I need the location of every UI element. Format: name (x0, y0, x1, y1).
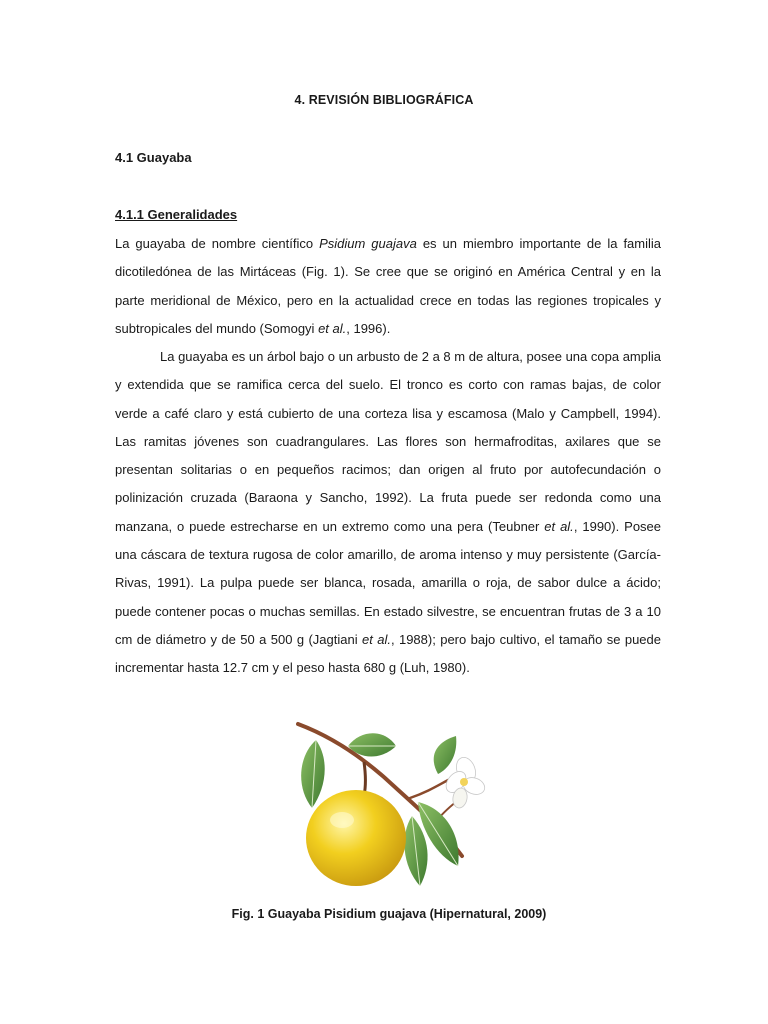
chapter-title: 4. REVISIÓN BIBLIOGRÁFICA (294, 93, 474, 107)
paragraph-1-text-b: es un miembro importante de la familia dicotiledónea de las Mirtáceas (Fig. 1). Se cree que se originó en América Central y en la parte meridional de México, pero en la actualidad crece en todas las regiones tropicales y subtropicales del mundo (Somogyi (115, 236, 662, 336)
guava-illustration (290, 716, 490, 898)
paragraph-1-text-c: , 1996). (346, 320, 391, 336)
subsection-title: 4.1.1 Generalidades (115, 207, 238, 222)
paragraph-1 (115, 230, 661, 343)
et-al: et al. (544, 518, 574, 534)
paragraph-2-text-b: , 1990). Posee una cáscara de textura rugosa de color amarillo, de aroma intenso y muy persistente (García-Rivas, 1991). La pulpa puede ser blanca, rosada, amarilla o roja, de sabor dulce a ácido; puede contener pocas o muchas semillas. En estado silvestre, se encuentran frutas de 3 a 10 cm de diámetro y de 50 a 500 g (Jagtiani (115, 518, 662, 647)
paragraph-2-text-a: La guayaba es un árbol bajo o un arbusto de 2 a 8 m de altura, posee una copa amplia y extendida que se ramifica cerca del suelo. El tronco es corto con ramas bajas, de color verde a café claro y está cubierto de una corteza lisa y escamosa (Malo y Campbell, 1994). Las ramitas jóvenes son cuadrangulares. Las flores son hermafroditas, axilares que se presentan solitarias o en pequeños racimos; dan origen al fruto por autofecundación o polinización cruzada (Baraona y Sancho, 1992). La fruta puede ser redonda como una manzana, o puede estrecharse en un extremo como una pera (Teubner (115, 349, 661, 534)
paragraph-1-text-a: La guayaba de nombre científico (115, 236, 320, 251)
et-al: et al. (318, 320, 347, 336)
guava-fruit (306, 790, 406, 886)
paragraph-2-text-c: , 1988); pero bajo cultivo, el tamaño se puede incrementar hasta 12.7 cm y el peso hasta 680 g (Luh, 1980). (115, 631, 661, 676)
branch-twig (410, 778, 452, 798)
paragraph-2 (115, 343, 661, 683)
et-al: et al. (362, 631, 391, 647)
species-name: Psidium guajava (319, 236, 417, 251)
leaf (434, 736, 457, 774)
section-title: 4.1 Guayaba (115, 150, 192, 165)
figure-caption: Fig. 1 Guayaba Pisidium guajava (Hipernatural, 2009) (231, 907, 547, 921)
